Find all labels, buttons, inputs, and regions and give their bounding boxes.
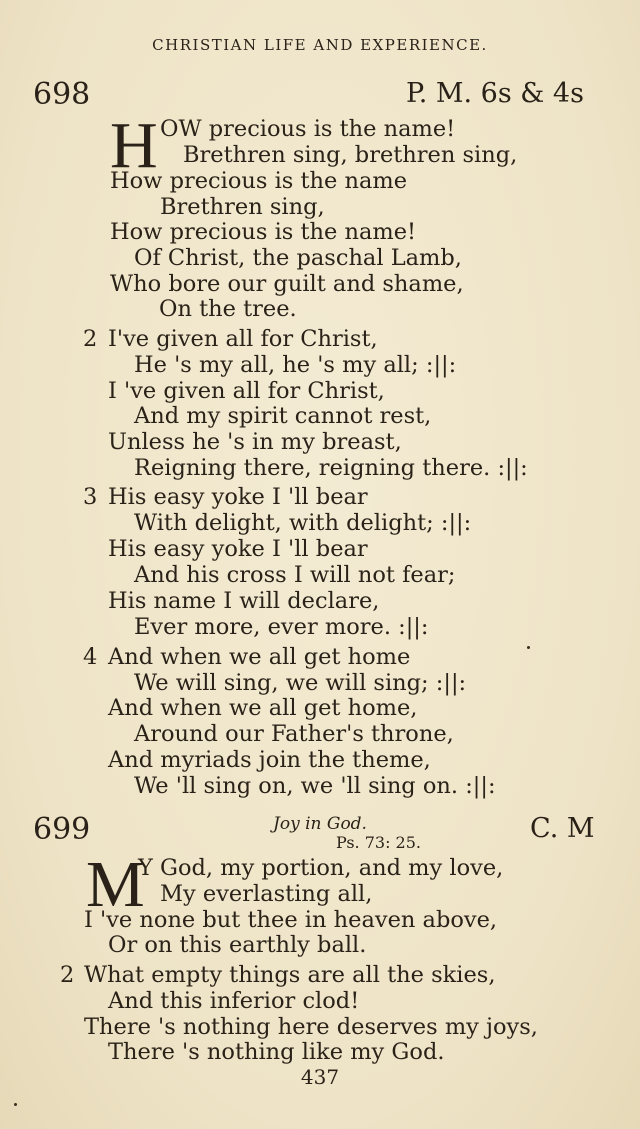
hymn-698-line: His easy yoke I 'll bear: [108, 484, 368, 510]
hymn-698-line: And when we all get home,: [108, 695, 418, 721]
hymn-699-line: And this inferior clod!: [108, 988, 360, 1014]
hymn-698-line: We will sing, we will sing; :||:: [134, 670, 467, 696]
ink-speck: [527, 646, 530, 649]
hymn-699-dropcap: M: [86, 848, 145, 921]
hymn-699-meter: C. M: [530, 813, 595, 844]
hymn-699-line: There 's nothing like my God.: [108, 1039, 445, 1065]
page-number: 437: [300, 1065, 340, 1089]
hymn-699-line: I 've none but thee in heaven above,: [84, 907, 498, 933]
hymn-698-line: And when we all get home: [108, 644, 411, 670]
hymn-699-number: 699: [33, 812, 91, 847]
hymn-698-line: His name I will declare,: [108, 588, 380, 614]
hymn-698-line: Of Christ, the paschal Lamb,: [134, 245, 462, 271]
hymn-698-line: Who bore our guilt and shame,: [110, 271, 464, 297]
hymn-699-scripture: Ps. 73: 25.: [336, 833, 421, 852]
verse-number: 2: [60, 962, 75, 988]
hymn-698-line: How precious is the name!: [110, 219, 417, 245]
hymn-699-line: My everlasting all,: [160, 881, 373, 907]
running-head: CHRISTIAN LIFE AND EXPERIENCE.: [152, 36, 488, 54]
verse-number: 2: [83, 326, 98, 352]
hymn-698-line: Reigning there, reigning there. :||:: [134, 455, 528, 481]
hymn-698-line: Brethren sing, brethren sing,: [183, 142, 518, 168]
verse-number: 3: [83, 484, 98, 510]
hymn-698-line: And his cross I will not fear;: [134, 562, 456, 588]
hymn-699-line: Y God, my portion, and my love,: [138, 855, 504, 881]
hymn-698-dropcap: H: [110, 109, 158, 182]
hymn-699-line: There 's nothing here deserves my joys,: [84, 1014, 538, 1040]
hymn-698-line: With delight, with delight; :||:: [134, 510, 472, 536]
hymn-699-title: Joy in God.: [273, 814, 367, 834]
hymn-698-line: OW precious is the name!: [160, 116, 456, 142]
hymn-698-line: And myriads join the theme,: [108, 747, 431, 773]
hymn-698-line: His easy yoke I 'll bear: [108, 536, 368, 562]
hymn-698-line: How precious is the name: [110, 168, 408, 194]
ink-speck: [14, 1103, 17, 1106]
hymn-699-line: Or on this earthly ball.: [108, 932, 367, 958]
hymn-698-line: Brethren sing,: [160, 194, 325, 220]
hymn-698-line: He 's my all, he 's my all; :||:: [134, 352, 457, 378]
hymn-698-line: And my spirit cannot rest,: [134, 403, 432, 429]
hymn-698-line: Unless he 's in my breast,: [108, 429, 402, 455]
verse-number: 4: [83, 644, 98, 670]
hymn-699-line: What empty things are all the skies,: [84, 962, 496, 988]
hymn-698-line: I've given all for Christ,: [108, 326, 378, 352]
hymn-698-line: Ever more, ever more. :||:: [134, 614, 429, 640]
hymn-698-line: I 've given all for Christ,: [108, 378, 385, 404]
hymn-698-line: Around our Father's throne,: [134, 721, 454, 747]
hymn-698-line: We 'll sing on, we 'll sing on. :||:: [134, 773, 496, 799]
hymn-698-meter: P. M. 6s & 4s: [406, 78, 584, 109]
hymn-698-line: On the tree.: [159, 296, 297, 322]
hymn-698-number: 698: [33, 77, 91, 112]
